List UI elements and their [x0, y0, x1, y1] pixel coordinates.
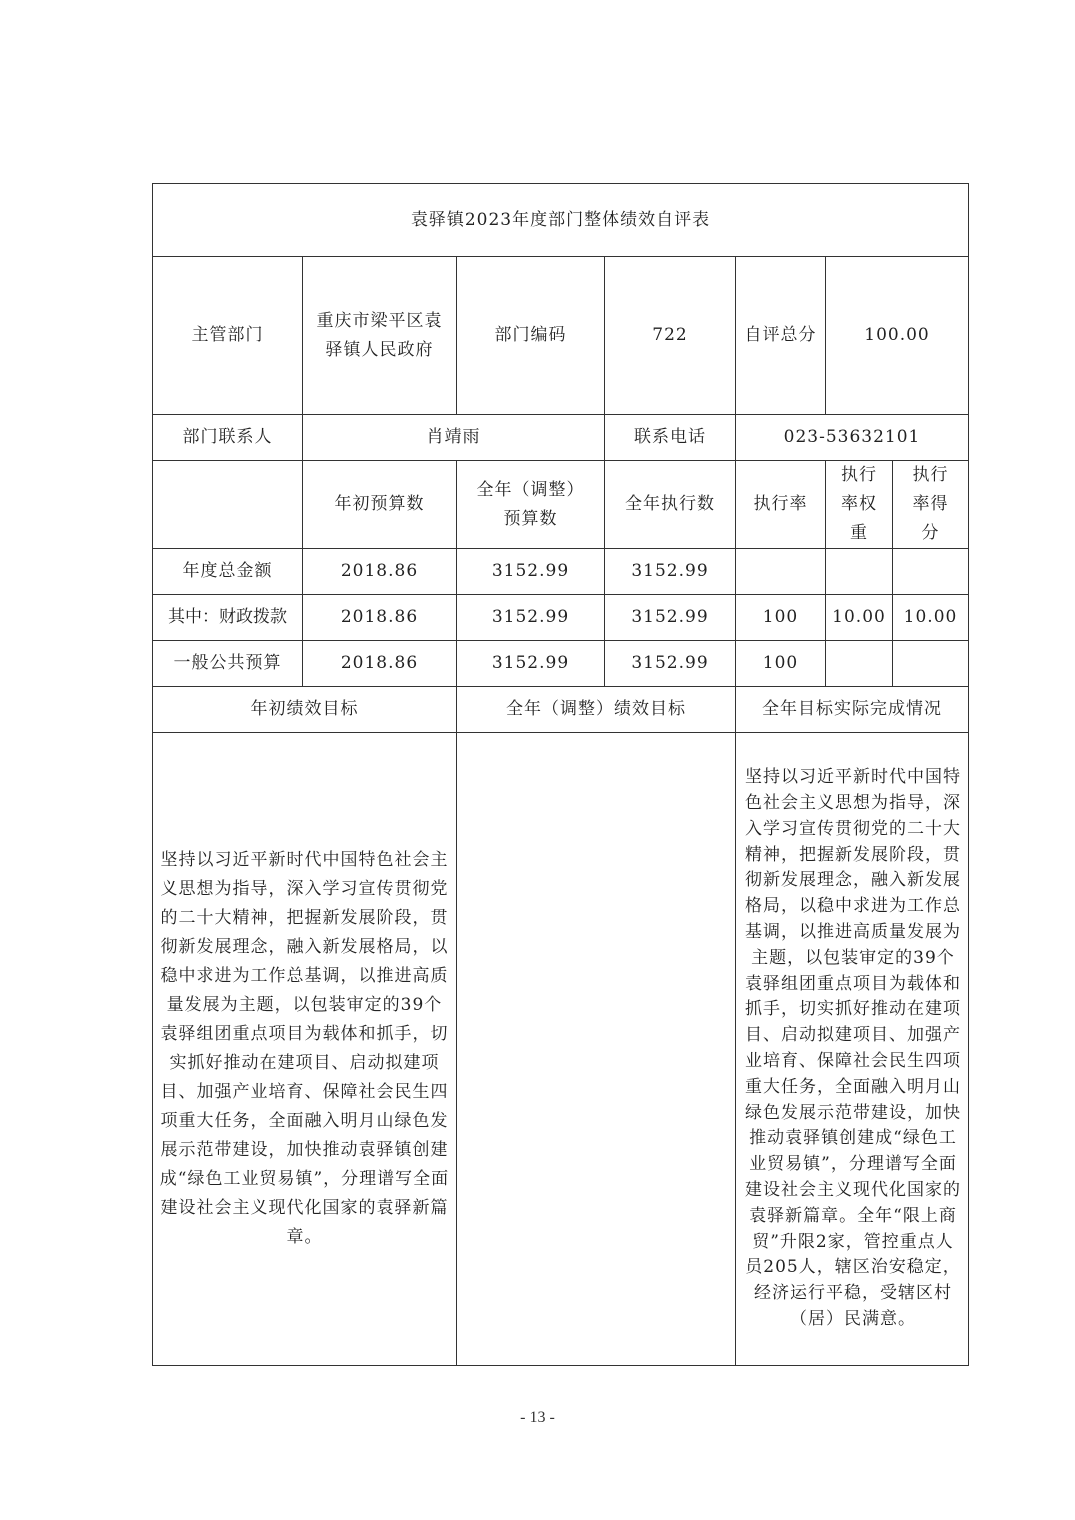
budget-initial: 2018.86 — [303, 549, 457, 595]
goals-actual-label: 全年目标实际完成情况 — [736, 687, 969, 733]
budget-score — [893, 641, 969, 687]
contact-person-value: 肖靖雨 — [303, 415, 605, 461]
budget-executed: 3152.99 — [605, 595, 736, 641]
goals-adjusted-label: 全年（调整）绩效目标 — [457, 687, 736, 733]
goals-initial-label: 年初绩效目标 — [153, 687, 457, 733]
budget-executed: 3152.99 — [605, 549, 736, 595]
budget-col-executed: 全年执行数 — [605, 461, 736, 549]
budget-rate: 100 — [736, 641, 826, 687]
budget-adjusted: 3152.99 — [457, 549, 605, 595]
budget-col-adjusted: 全年（调整）预算数 — [457, 461, 605, 549]
budget-adjusted: 3152.99 — [457, 641, 605, 687]
budget-executed: 3152.99 — [605, 641, 736, 687]
budget-weight — [826, 641, 893, 687]
budget-header-corner — [153, 461, 303, 549]
budget-row — [153, 595, 969, 641]
score-label: 自评总分 — [736, 257, 826, 415]
budget-adjusted: 3152.99 — [457, 595, 605, 641]
code-label: 部门编码 — [457, 257, 605, 415]
budget-rate — [736, 549, 826, 595]
budget-col-rate: 执行率 — [736, 461, 826, 549]
goals-adjusted-text — [457, 733, 736, 1366]
contact-person-label: 部门联系人 — [153, 415, 303, 461]
contact-phone-label: 联系电话 — [605, 415, 736, 461]
contact-phone-value: 023-53632101 — [736, 415, 969, 461]
budget-score: 10.00 — [893, 595, 969, 641]
budget-initial: 2018.86 — [303, 595, 457, 641]
budget-col-weight: 执行率权重 — [826, 461, 893, 549]
budget-weight: 10.00 — [826, 595, 893, 641]
budget-score — [893, 549, 969, 595]
budget-col-score: 执行率得分 — [893, 461, 969, 549]
budget-row — [153, 641, 969, 687]
budget-initial: 2018.86 — [303, 641, 457, 687]
budget-row-label: 年度总金额 — [153, 549, 303, 595]
performance-table — [152, 183, 969, 1366]
budget-row-label: 一般公共预算 — [153, 641, 303, 687]
code-value: 722 — [605, 257, 736, 415]
budget-weight — [826, 549, 893, 595]
dept-value: 重庆市梁平区袁驿镇人民政府 — [303, 257, 457, 415]
dept-label: 主管部门 — [153, 257, 303, 415]
page-number: - 13 - — [520, 1409, 555, 1426]
budget-row-label: 其中：财政拨款 — [153, 595, 303, 641]
goals-actual-text: 坚持以习近平新时代中国特色社会主义思想为指导，深入学习宣传贯彻党的二十大精神，把握新发展阶段，贯彻新发展理念，融入新发展格局，以稳中求进为工作总基调，以推进高质量发展为主题，以包装审定的39个袁驿组团重点项目为载体和抓手，切实抓好推动在建项目、启动拟建项目、加强产业培育、保障社会民生四项重大任务，全面融入明月山绿色发展示范带建设，加快推动袁驿镇创建成“绿色工业贸易镇”，分理谱写全面建设社会主义现代化国家的袁驿新篇章。全年“限上商贸”升限2家，管控重点人员205人，辖区治安稳定，经济运行平稳，受辖区村（居）民满意。 — [736, 733, 969, 1366]
budget-rate: 100 — [736, 595, 826, 641]
budget-row — [153, 549, 969, 595]
score-value: 100.00 — [826, 257, 969, 415]
goals-initial-text: 坚持以习近平新时代中国特色社会主义思想为指导，深入学习宣传贯彻党的二十大精神，把握新发展阶段，贯彻新发展理念，融入新发展格局，以稳中求进为工作总基调，以推进高质量发展为主题，以包装审定的39个袁驿组团重点项目为载体和抓手，切实抓好推动在建项目、启动拟建项目、加强产业培育、保障社会民生四项重大任务，全面融入明月山绿色发展示范带建设，加快推动袁驿镇创建成“绿色工业贸易镇”，分理谱写全面建设社会主义现代化国家的袁驿新篇章。 — [153, 733, 457, 1366]
budget-col-initial: 年初预算数 — [303, 461, 457, 549]
page-title: 袁驿镇2023年度部门整体绩效自评表 — [153, 184, 969, 257]
